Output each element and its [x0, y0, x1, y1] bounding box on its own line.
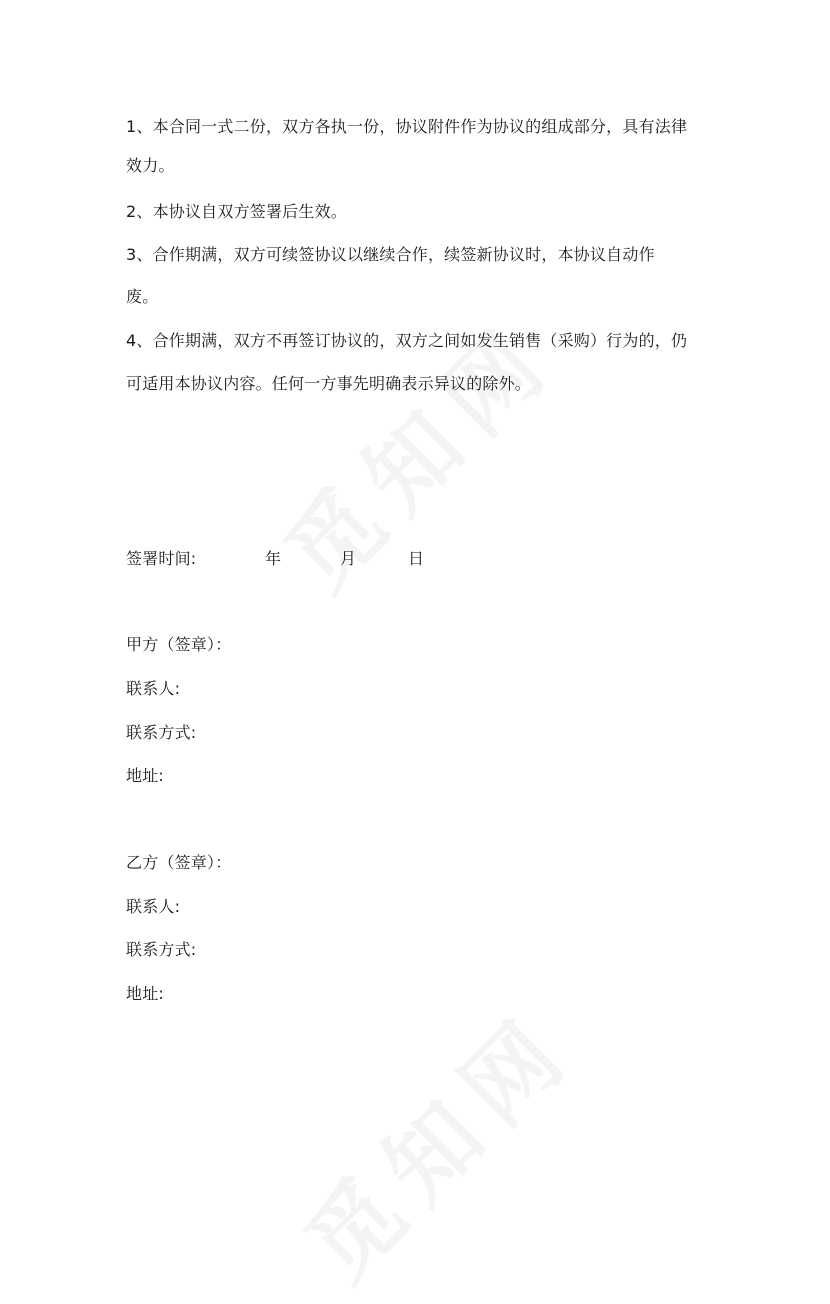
party-b-title: 乙方（签章）：: [126, 853, 232, 872]
sign-date-year: 年: [265, 549, 282, 568]
clause-4-line-1: 4、合作期满，双方不再签订协议的，双方之间如发生销售（采购）行为的，仍: [126, 331, 688, 350]
party-a-contact-method: 联系方式:: [126, 723, 197, 742]
clause-3-line-1: 3、合作期满，双方可续签协议以继续合作，续签新协议时，本协议自动作: [126, 245, 655, 264]
party-b-contact: 联系人:: [126, 897, 181, 916]
clause-3-line-2: 废。: [126, 287, 159, 306]
sign-date-label: 签署时间:: [126, 549, 197, 568]
clause-2: 2、本协议自双方签署后生效。: [126, 202, 347, 221]
sign-date-month: 月: [340, 549, 357, 568]
party-b-address: 地址:: [126, 984, 164, 1003]
clause-4-line-2: 可适用本协议内容。任何一方事先明确表示异议的除外。: [126, 374, 532, 393]
party-a-address: 地址:: [126, 766, 164, 785]
sign-date-row: [126, 549, 446, 569]
sign-date-day: 日: [408, 549, 425, 568]
party-a-contact: 联系人:: [126, 679, 181, 698]
party-a-title: 甲方（签章）：: [126, 635, 232, 654]
clause-1-line-1: 1、本合同一式二份，双方各执一份，协议附件作为协议的组成部分，具有法律: [126, 117, 688, 136]
watermark: [272, 978, 599, 1304]
clause-1-line-2: 效力。: [126, 156, 175, 175]
party-b-contact-method: 联系方式:: [126, 940, 197, 959]
